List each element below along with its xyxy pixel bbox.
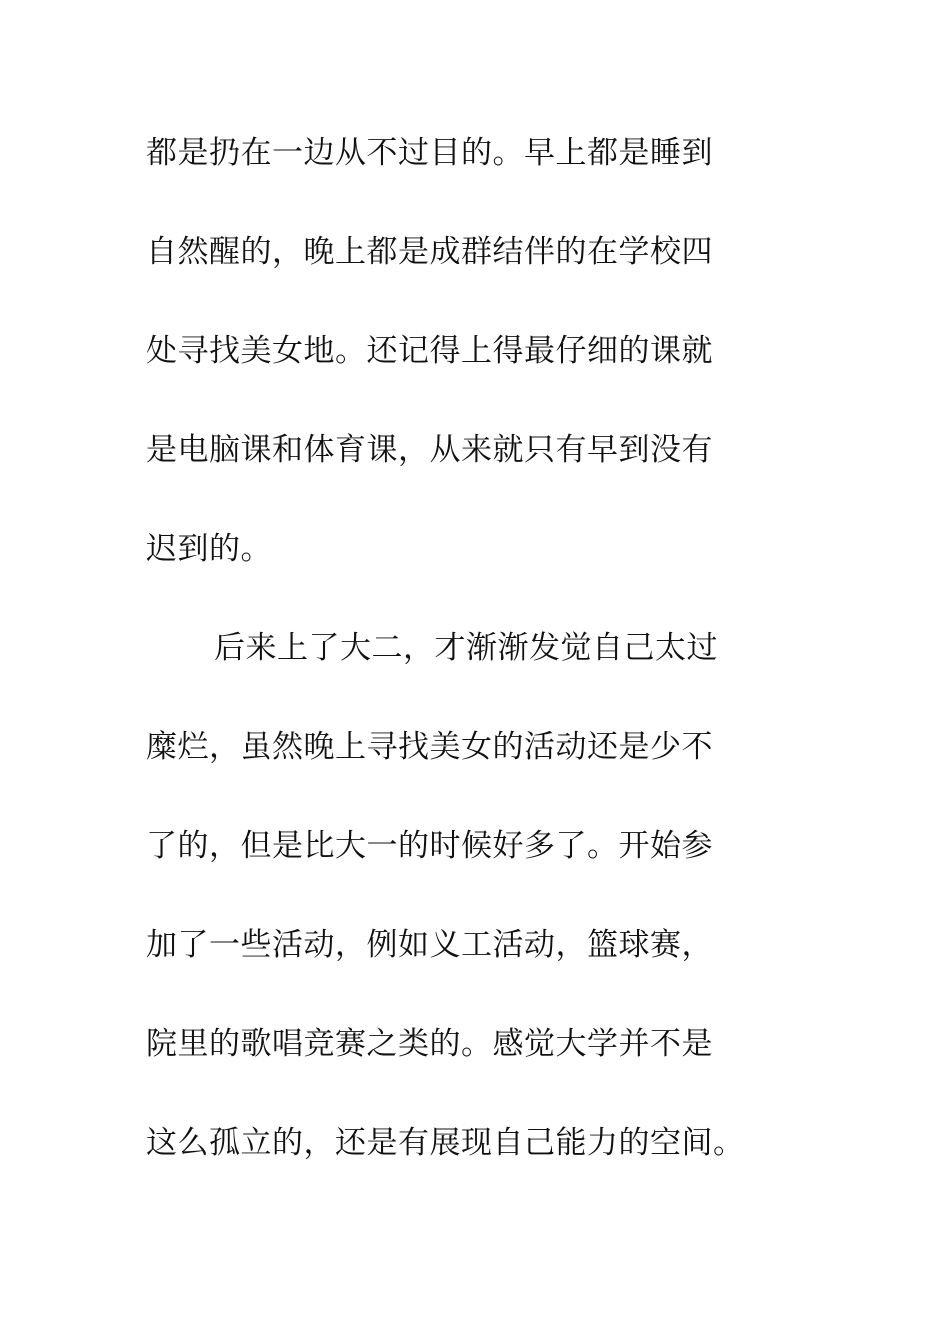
text-line: 这么孤立的，还是有展现自己能力的空间。: [146, 1125, 745, 1161]
text-line: 迟到的。: [146, 531, 272, 567]
text-line: 自然醒的，晚上都是成群结伴的在学校四: [146, 234, 713, 270]
text-line: 了的，但是比大一的时候好多了。开始参: [146, 828, 713, 864]
paragraph-start-line: 后来上了大二，才渐渐发觉自己太过: [214, 630, 718, 666]
text-line: 加了一些活动，例如义工活动，篮球赛，: [146, 927, 713, 963]
text-line: 都是扔在一边从不过目的。早上都是睡到: [146, 135, 713, 171]
body-text: [146, 125, 846, 1214]
text-line: 院里的歌唱竞赛之类的。感觉大学并不是: [146, 1026, 713, 1062]
text-line: 糜烂，虽然晚上寻找美女的活动还是少不: [146, 729, 713, 765]
text-line: 是电脑课和体育课，从来就只有早到没有: [146, 432, 713, 468]
text-line: 处寻找美女地。还记得上得最仔细的课就: [146, 333, 713, 369]
